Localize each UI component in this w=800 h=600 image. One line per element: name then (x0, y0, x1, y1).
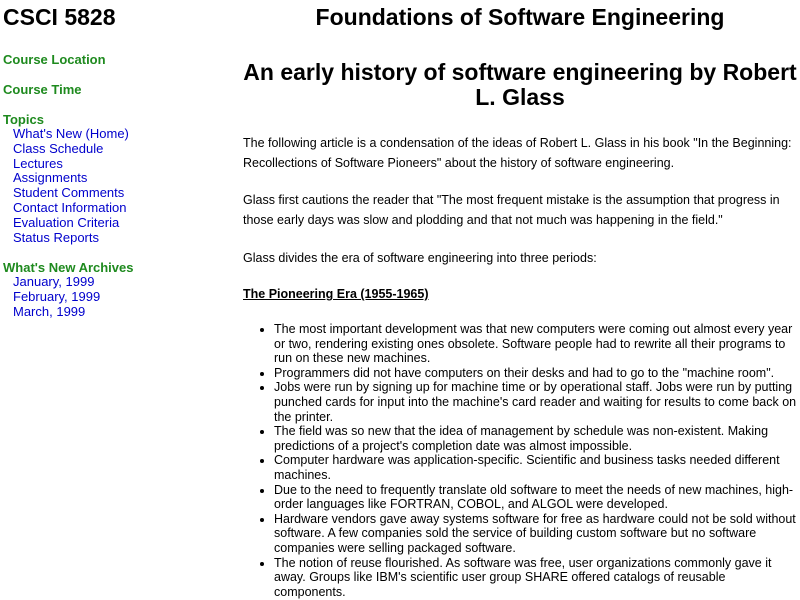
list-item: • Programmers did not have computers on their desks and had to go to the "machine room". (274, 366, 797, 381)
topic-link-contact-information[interactable]: Contact Information (13, 199, 127, 215)
section-heading-pioneering-era: The Pioneering Era (1955-1965) (243, 287, 429, 301)
list-item: • The field was so new that the idea of management by schedule was non-existent. Making predictions of a project's completion date was almost impossible. (274, 424, 797, 453)
course-location-link[interactable]: Course Location (3, 52, 106, 67)
main-content (243, 0, 797, 599)
topic-link-lectures[interactable]: Lectures (13, 155, 63, 171)
archives-list (3, 275, 233, 319)
list-item: • Due to the need to frequently translate old software to meet the needs of new machines, high-order languages like FORTRAN, COBOL, and ALGOL were developed. (274, 483, 797, 512)
archive-link-february-1999[interactable]: February, 1999 (13, 289, 101, 305)
caution-paragraph: Glass first cautions the reader that "The most frequent mistake is the assumption that progress in those early days was slow and plodding and that not much was happening in the field." (243, 193, 780, 227)
course-title: Foundations of Software Engineering (315, 4, 725, 30)
topics-list (3, 127, 233, 245)
intro-paragraph: The following article is a condensation of the ideas of Robert L. Glass in his book "In the Beginning: Recollections of Software Pioneers" about the history of software engineering. (243, 136, 792, 170)
topic-link-whats-new[interactable]: What's New (Home) (13, 126, 129, 141)
periods-paragraph: Glass divides the era of software engineering into three periods: (243, 251, 597, 265)
topic-link-status-reports[interactable]: Status Reports (13, 229, 99, 245)
topic-link-assignments[interactable]: Assignments (13, 170, 88, 186)
list-item: • Jobs were run by signing up for machine time or by operational staff. Jobs were run by putting punched cards for input into the machine's card reader and waiting for results to come back on the printer. (274, 380, 797, 424)
archive-link-march-1999[interactable]: March, 1999 (13, 303, 86, 319)
sidebar-nav (3, 0, 233, 320)
whats-new-archives-link[interactable]: What's New Archives (3, 260, 134, 276)
list-item: • Hardware vendors gave away systems software for free as hardware could not be sold without software. A few companies sold the service of building custom software but no software companies were selling packaged software. (274, 512, 797, 556)
article-title: An early history of software engineering by Robert L. Glass (243, 59, 797, 110)
list-item: • The notion of reuse flourished. As software was free, user organizations commonly gave it away. Groups like IBM's scientific user group SHARE offered catalogs of reusable components. (274, 556, 797, 600)
topics-link[interactable]: Topics (3, 112, 44, 127)
pioneering-era-list (243, 322, 797, 599)
list-item: • Computer hardware was application-specific. Scientific and business tasks needed different machines. (274, 453, 797, 482)
topic-link-evaluation-criteria[interactable]: Evaluation Criteria (13, 214, 120, 230)
list-item: • The most important development was that new computers were coming out almost every year or two, rendering existing ones obsolete. Software people had to rewrite all their programs to run on these new machines. (274, 322, 797, 366)
course-time-link[interactable]: Course Time (3, 82, 82, 97)
topic-link-student-comments[interactable]: Student Comments (13, 185, 125, 201)
site-title: CSCI 5828 (3, 4, 116, 30)
topic-link-class-schedule[interactable]: Class Schedule (13, 140, 104, 156)
archive-link-january-1999[interactable]: January, 1999 (13, 274, 95, 290)
